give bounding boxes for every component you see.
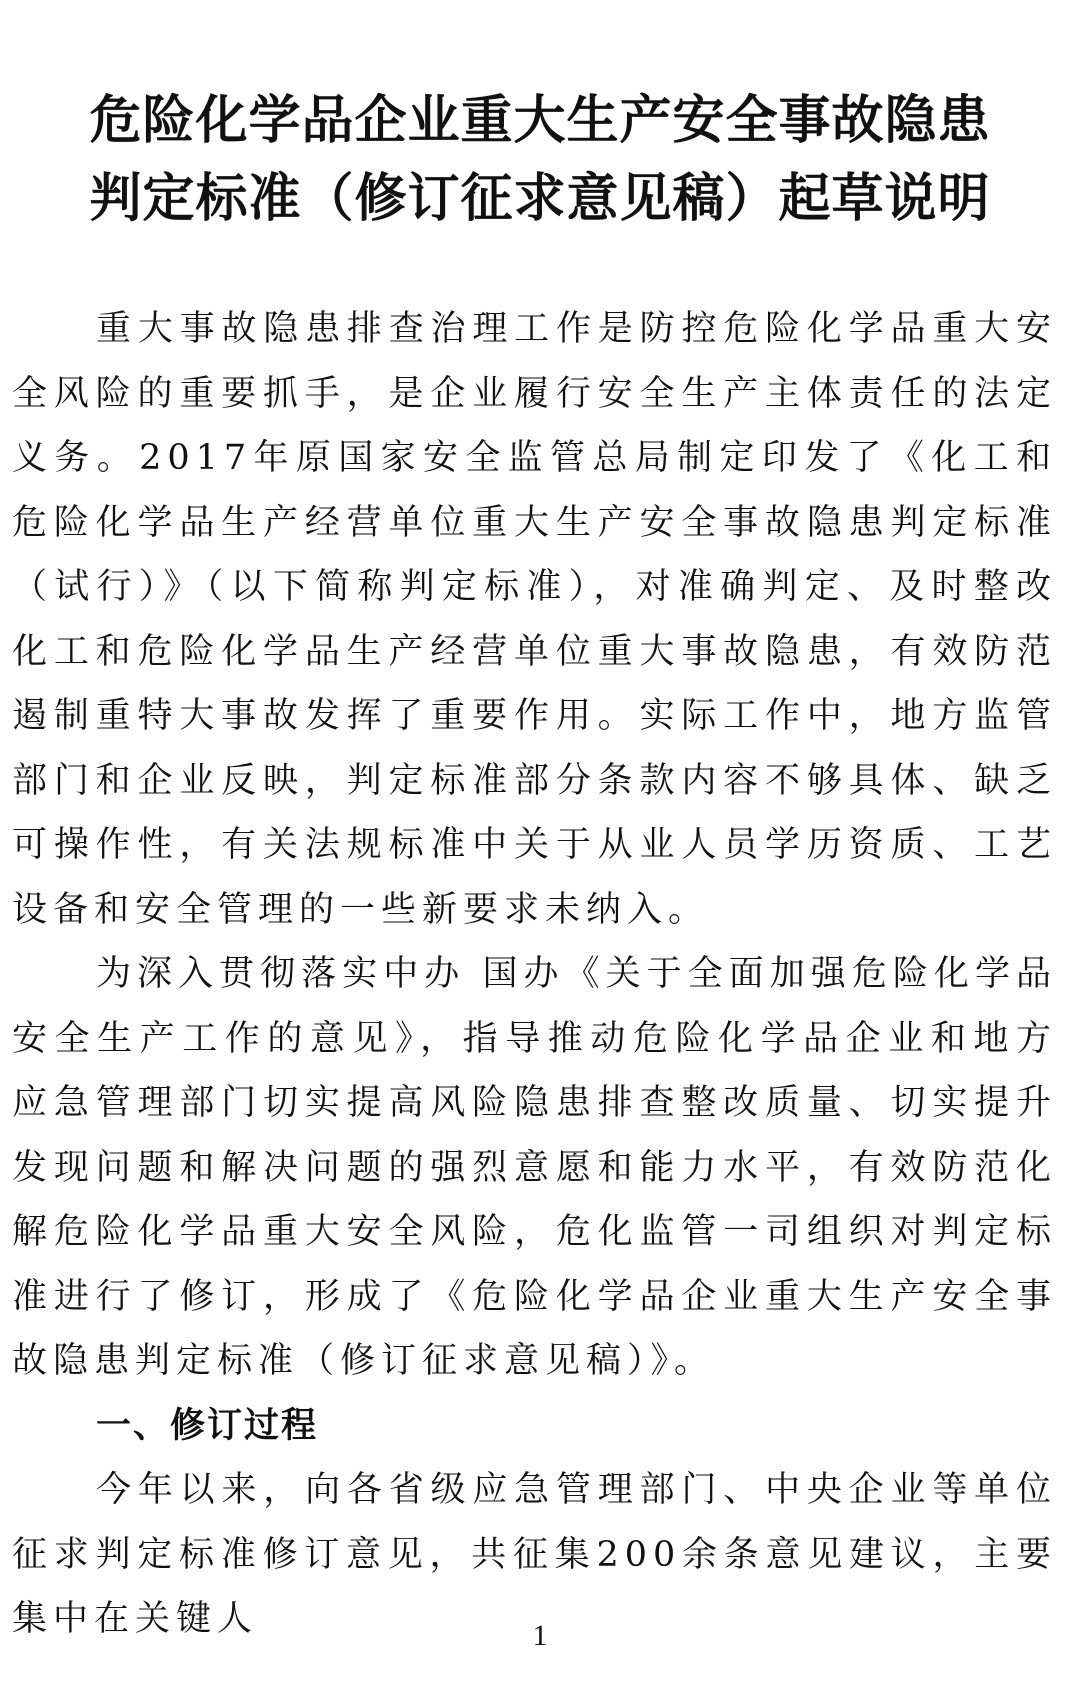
title-line-2: 判定标准（修订征求意见稿）起草说明 [89, 169, 991, 229]
document-body [12, 297, 1057, 1652]
section-paragraph: 今年以来，向各省级应急管理部门、中央企业等单位征求判定标准修订意见，共征集200余条意见建议，主要集中在关键人 [12, 1470, 1057, 1639]
document-title [0, 82, 1080, 238]
paragraph-1: 重大事故隐患排查治理工作是防控危险化学品重大安全风险的重要抓手，是企业履行安全生产主体责任的法定义务。2017年原国家安全监管总局制定印发了《化工和危险化学品生产经营单位重大生产安全事故隐患判定标准（试行）》（以下简称判定标准），对准确判定、及时整改化工和危险化学品生产经营单位重大事故隐患，有效防范遏制重特大事故发挥了重要作用。实际工作中，地方监管部门和企业反映，判定标准部分条款内容不够具体、缺乏可操作性，有关法规标准中关于从业人员学历资质、工艺设备和安全管理的一些新要求未纳入。 [12, 309, 1057, 930]
paragraph-2: 为深入贯彻落实中办 国办《关于全面加强危险化学品安全生产工作的意见》，指导推动危险化学品企业和地方应急管理部门切实提高风险隐患排查整改质量、切实提升发现问题和解决问题的强烈意愿和能力水平，有效防范化解危险化学品重大安全风险，危化监管一司组织对判定标准进行了修订，形成了《危险化学品企业重大生产安全事故隐患判定标准（修订征求意见稿）》。 [12, 954, 1057, 1381]
page-number: 1 [532, 1619, 548, 1652]
section-heading: 一、修订过程 [96, 1405, 319, 1446]
title-line-1: 危险化学品企业重大生产安全事故隐患 [89, 91, 991, 151]
